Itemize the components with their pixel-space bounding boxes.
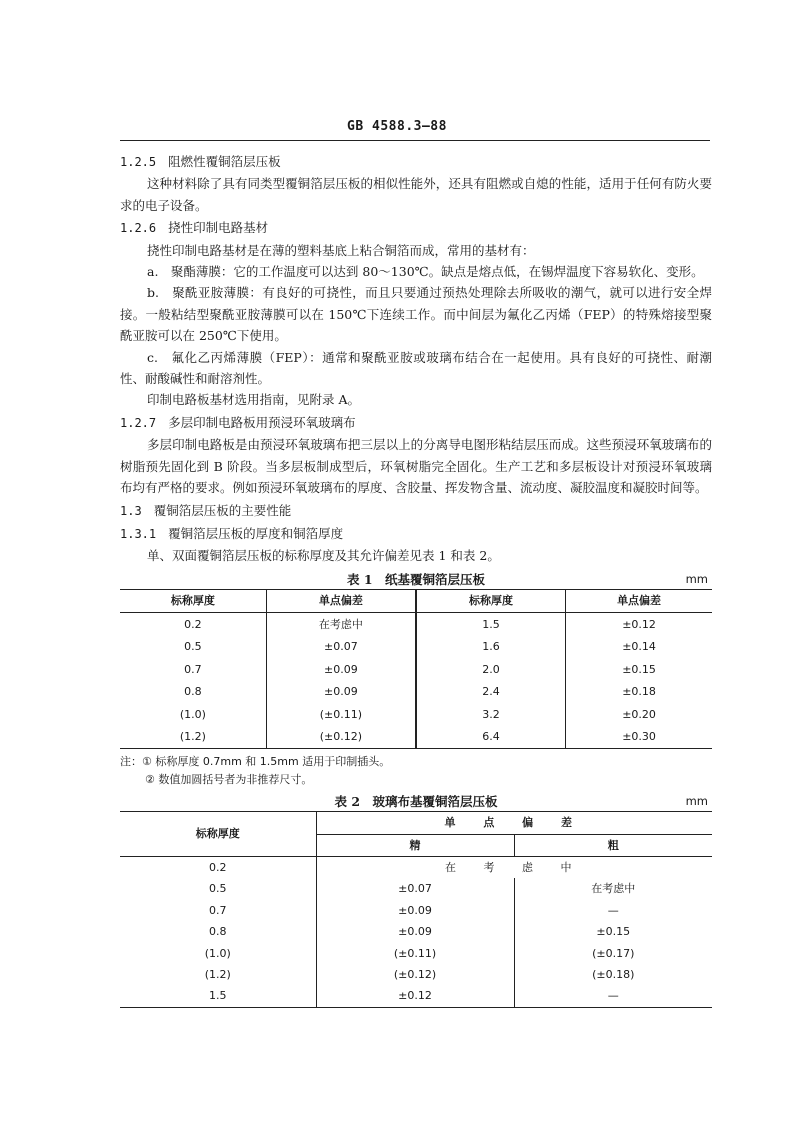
table-row: [120, 857, 712, 879]
table-cell: ±0.09: [266, 658, 416, 681]
table-cell: ±0.09: [316, 900, 514, 921]
table-cell: ±0.09: [316, 921, 514, 942]
table-1-header-row: [120, 589, 712, 613]
table-row: [120, 681, 712, 704]
table-cell: 0.2: [184, 617, 202, 631]
column-header: 标称厚度: [416, 589, 566, 613]
table-2-header-row: [120, 812, 712, 834]
table-cell: 1.5: [209, 989, 227, 1003]
section-1-3-1-heading: [120, 523, 712, 545]
table-cell: ±0.15: [514, 921, 712, 942]
column-header-label: 单 点 偏 差: [444, 816, 584, 830]
table-cell: 2.4: [416, 681, 566, 704]
item-c: c. 氟化乙丙烯薄膜（FEP）：通常和聚酰亚胺或玻璃布结合在一起使用。具有良好的可挠性、耐潮性、耐酸碱性和耐溶剂性。: [120, 349, 712, 387]
table-row: [120, 964, 712, 985]
table-cell: 2.0: [416, 658, 566, 681]
table-cell: 1.5: [416, 613, 566, 636]
section-1-3-1-body: 单、双面覆铜箔层压板的标称厚度及其允许偏差见表 1 和表 2。: [147, 548, 500, 564]
table-2-caption: [120, 791, 712, 811]
table-cell: —: [514, 985, 712, 1007]
column-header: 标称厚度: [120, 812, 316, 857]
table-1-notes: [120, 753, 712, 789]
table-cell: 0.7: [209, 903, 227, 917]
column-header: 标称厚度: [120, 589, 266, 613]
table-cell: ±0.07: [266, 636, 416, 659]
section-number: 1.2.5: [120, 155, 157, 169]
note-1: 注：① 标称厚度 0.7mm 和 1.5mm 适用于印制插头。: [120, 755, 391, 769]
header-rule: [120, 140, 710, 141]
table-cell: 3.2: [416, 703, 566, 726]
table-2-title: 表 2 玻璃布基覆铜箔层压板: [334, 794, 498, 810]
table-cell: —: [514, 900, 712, 921]
table-1-title: 表 1 纸基覆铜箔层压板: [346, 571, 486, 587]
item-b: b. 聚酰亚胺薄膜：有良好的可挠性，而且只要通过预热处理除去所吸收的潮气，就可以进行安全焊接。一般粘结型聚酰亚胺薄膜可以在 150℃下连续工作。而中间层为氟化乙丙烯（FEP）的特殊熔接型聚酰亚胺可以在 250℃下使用。: [120, 285, 712, 344]
table-cell: 6.4: [416, 726, 566, 749]
section-title: 覆铜箔层压板的厚度和铜箔厚度: [168, 525, 344, 541]
table-cell: 0.8: [184, 685, 202, 699]
table-cell: ±0.07: [316, 878, 514, 899]
table-cell: ±0.18: [566, 681, 712, 704]
table-cell: ±0.20: [566, 703, 712, 726]
section-1-2-6-intro: 挠性印制电路基材是在薄的塑料基底上粘合铜箔而成，常用的基材有：: [147, 242, 535, 258]
table-cell: (1.0): [179, 707, 206, 721]
table-cell: (±0.12): [316, 964, 514, 985]
table-1-unit: mm: [685, 571, 708, 586]
section-title: 阻燃性覆铜箔层压板: [168, 154, 281, 169]
section-number: 1.3.1: [120, 526, 157, 541]
item-a: a. 聚酯薄膜：它的工作温度可以达到 80～130℃。缺点是熔点低，在锡焊温度下容易软化、变形。: [147, 264, 704, 280]
table-cell: ±0.15: [566, 658, 712, 681]
table-1: [120, 589, 712, 750]
table-cell: ±0.30: [566, 726, 712, 749]
table-cell: (±0.18): [514, 964, 712, 985]
page-header: GB 4588.3—88: [347, 119, 447, 134]
table-row: [120, 900, 712, 921]
table-cell: 在考虑中: [266, 613, 416, 636]
section-number: 1.2.6: [120, 221, 157, 236]
table-cell: (1.2): [204, 968, 231, 982]
table-row: [120, 726, 712, 749]
appendix-reference: 印制电路板基材选用指南，见附录 A。: [147, 392, 361, 408]
table-cell: (±0.17): [514, 943, 712, 964]
table-2-unit: mm: [685, 794, 708, 809]
section-title: 挠性印制电路基材: [168, 220, 269, 236]
table-cell: 0.2: [209, 861, 227, 875]
section-number: 1.2.7: [120, 415, 157, 430]
section-number: 1.3: [120, 503, 142, 518]
table-cell: 1.6: [416, 636, 566, 659]
table-cell: (±0.11): [266, 703, 416, 726]
section-1-2-7-heading: [120, 412, 712, 434]
table-cell: 0.5: [184, 640, 202, 654]
table-cell: ±0.09: [266, 681, 416, 704]
merged-cell-text: 在 考 虑 中: [445, 861, 584, 875]
table-1-caption: [120, 569, 712, 589]
table-row: [120, 878, 712, 899]
column-header: 精: [316, 834, 514, 856]
table-cell: ±0.12: [566, 613, 712, 636]
table-cell: ±0.14: [566, 636, 712, 659]
section-title: 覆铜箔层压板的主要性能: [153, 502, 292, 518]
table-cell: 0.7: [184, 662, 202, 676]
table-cell: (±0.12): [266, 726, 416, 749]
table-row: [120, 658, 712, 681]
table-cell: (±0.11): [316, 943, 514, 964]
column-header: 粗: [514, 834, 712, 856]
column-header: 单点偏差: [566, 589, 712, 613]
table-row: [120, 943, 712, 964]
section-1-2-7-body: 多层印制电路板是由预浸环氧玻璃布把三层以上的分离导电图形粘结层压而成。这些预浸环氧玻璃布的树脂预先固化到 B 阶段。当多层板制成型后，环氧树脂完全固化。生产工艺和多层板设计对预浸环氧玻璃布均有严格的要求。例如预浸环氧玻璃布的厚度、含胶量、挥发物含量、流动度、凝胶温度和凝胶时间等。: [120, 437, 712, 496]
column-header: [316, 812, 712, 834]
table-row: [120, 921, 712, 942]
section-1-2-5-heading: [120, 151, 712, 173]
table-row: [120, 613, 712, 636]
note-2: ② 数值加圆括号者为非推荐尺寸。: [145, 773, 313, 787]
section-1-2-5-body: 这种材料除了具有同类型覆铜箔层压板的相似性能外，还具有阻燃或自熄的性能，适用于任何有防火要求的电子设备。: [120, 176, 712, 213]
table-row: [120, 636, 712, 659]
section-title: 多层印制电路板用预浸环氧玻璃布: [168, 414, 356, 430]
page-body: [120, 150, 712, 1008]
table-2: [120, 811, 712, 1008]
table-row: [120, 703, 712, 726]
column-header: 单点偏差: [266, 589, 416, 613]
section-1-2-6-heading: [120, 217, 712, 239]
table-row: [120, 985, 712, 1007]
table-cell: (1.2): [179, 730, 206, 744]
table-cell: ±0.12: [316, 985, 514, 1007]
table-cell: 在考虑中: [514, 878, 712, 899]
table-cell-merged: [316, 857, 712, 879]
table-cell: 0.8: [209, 925, 227, 939]
table-cell: (1.0): [204, 946, 231, 960]
table-cell: 0.5: [209, 882, 227, 896]
section-1-3-heading: [120, 500, 712, 522]
